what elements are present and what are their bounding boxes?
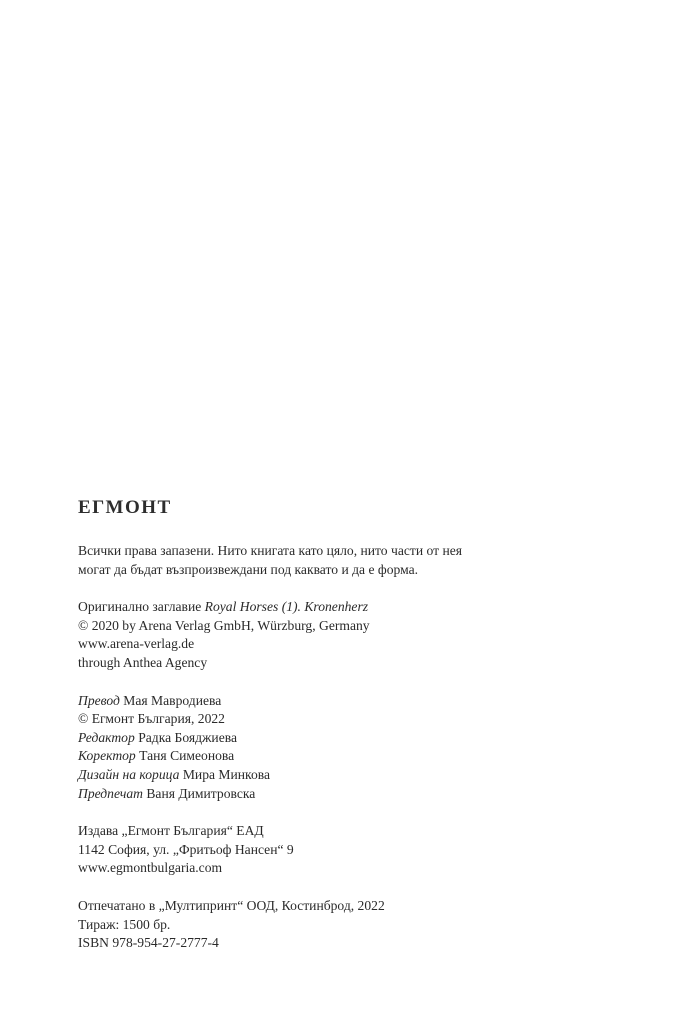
original-website: www.arena-verlag.de	[78, 636, 195, 652]
original-edition-block	[78, 598, 638, 672]
editor-credit	[78, 729, 638, 748]
publisher-name: Издава „Егмонт България“ ЕАД	[78, 823, 264, 839]
translation-credit	[78, 692, 638, 711]
copyright-bg: © Егмонт България, 2022	[78, 711, 225, 727]
rights-line-2: могат да бъдат възпроизвеждани под каквато и да е форма.	[78, 561, 419, 577]
printer-line: Отпечатано в „Мултипринт“ ООД, Костинброд, 2022	[78, 897, 385, 913]
publisher-block	[78, 822, 638, 878]
original-copyright: © 2020 by Arena Verlag GmbH, Würzburg, Germany	[78, 617, 370, 633]
translation-name: Мая Мавродиева	[123, 692, 222, 708]
original-title-line	[78, 598, 638, 617]
proofreader-credit	[78, 747, 638, 766]
cover-design-credit	[78, 766, 638, 785]
cover-design-name: Мира Минкова	[182, 766, 271, 782]
rights-block	[78, 542, 638, 579]
publisher-website: www.egmontbulgaria.com	[78, 860, 223, 876]
translation-label: Превод	[78, 692, 120, 708]
proofreader-label: Коректор	[78, 748, 136, 764]
original-title: Royal Horses (1). Kronenherz	[204, 599, 369, 615]
cover-design-label: Дизайн на корица	[78, 766, 180, 782]
copyright-page	[78, 496, 638, 972]
publisher-logo: ЕГМОНТ	[78, 497, 172, 518]
print-run: Тираж: 1500 бр.	[78, 916, 171, 932]
credits-block	[78, 692, 638, 804]
prepress-label: Предпечат	[78, 785, 143, 801]
prepress-credit	[78, 785, 638, 804]
editor-label: Редактор	[78, 729, 135, 745]
editor-name: Радка Бояджиева	[138, 729, 238, 745]
isbn: ISBN 978-954-27-2777-4	[78, 935, 219, 951]
print-block	[78, 897, 638, 953]
proofreader-name: Таня Симеонова	[139, 748, 235, 764]
prepress-name: Ваня Димитровска	[146, 785, 256, 801]
original-title-label: Оригинално заглавие	[78, 599, 202, 615]
original-agency: through Anthea Agency	[78, 654, 208, 670]
rights-line-1: Всички права запазени. Нито книгата като цяло, нито части от нея	[78, 543, 463, 558]
publisher-address: 1142 София, ул. „Фритьоф Нансен“ 9	[78, 841, 294, 857]
